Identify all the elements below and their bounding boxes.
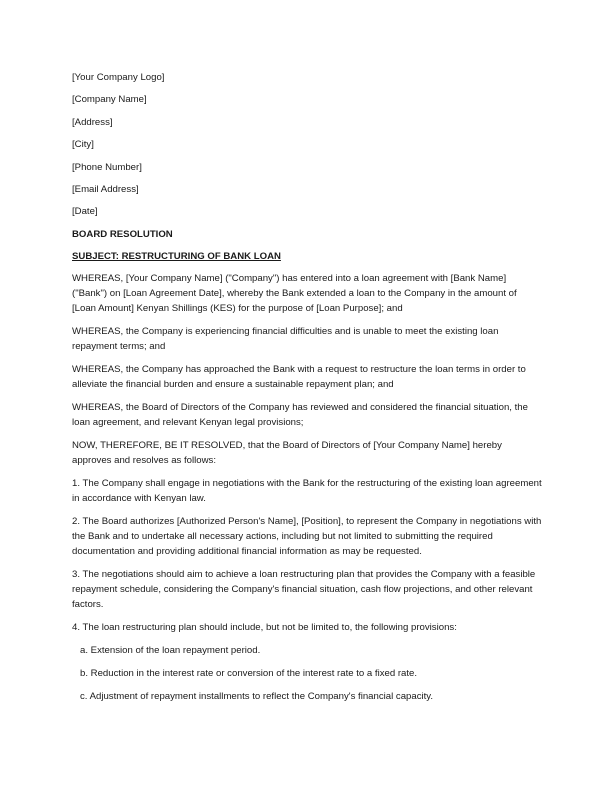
resolution-item-1: 1. The Company shall engage in negotiations with the Bank for the restructuring of the existing loan agreement in accordance with Kenyan law.	[72, 477, 542, 504]
resolved-clause: NOW, THEREFORE, BE IT RESOLVED, that the Board of Directors of [Your Company Name] hereby approves and resolves as follows:	[72, 439, 502, 466]
address: [Address]	[72, 116, 113, 128]
provision-c: c. Adjustment of repayment installments to reflect the Company's financial capacity.	[80, 690, 434, 702]
provision-b: b. Reduction in the interest rate or conversion of the interest rate to a fixed rate.	[80, 667, 418, 679]
company-logo-placeholder: [Your Company Logo]	[72, 72, 165, 83]
resolution-item-4: 4. The loan restructuring plan should include, but not be limited to, the following provisions:	[72, 621, 457, 633]
email-address: [Email Address]	[72, 183, 139, 195]
document-subject: SUBJECT: RESTRUCTURING OF BANK LOAN	[72, 250, 281, 262]
whereas-clause-1: WHEREAS, [Your Company Name] ("Company") has entered into a loan agreement with [Bank Name] ("Bank") on [Loan Agreement Date], whereby the Bank extended a loan to the Company in the amount of [Loan Amount] Kenyan Shillings (KES) for the purpose of [Loan Purpose]; and	[72, 272, 517, 314]
document-page	[72, 70, 542, 712]
company-name: [Company Name]	[72, 94, 147, 106]
city: [City]	[72, 139, 94, 151]
phone-number: [Phone Number]	[72, 161, 142, 173]
whereas-clause-3: WHEREAS, the Company has approached the Bank with a request to restructure the loan terms in order to alleviate the financial burden and ensure a sustainable repayment plan; and	[72, 363, 526, 390]
resolution-item-3: 3. The negotiations should aim to achieve a loan restructuring plan that provides the Company with a feasible repayment schedule, considering the Company's financial situation, cash flow projections, and other relevant factors.	[72, 568, 536, 610]
date: [Date]	[72, 206, 98, 218]
whereas-clause-2: WHEREAS, the Company is experiencing financial difficulties and is unable to meet the existing loan repayment terms; and	[72, 325, 499, 352]
resolution-item-2: 2. The Board authorizes [Authorized Person's Name], [Position], to represent the Company in negotiations with the Bank and to undertake all necessary actions, including but not limited to submitting the required documentation and providing additional financial information as may be requested.	[72, 515, 542, 557]
provision-a: a. Extension of the loan repayment period.	[80, 644, 261, 656]
whereas-clause-4: WHEREAS, the Board of Directors of the Company has reviewed and considered the financial situation, the loan agreement, and relevant Kenyan legal provisions;	[72, 401, 528, 428]
document-title: BOARD RESOLUTION	[72, 228, 173, 240]
